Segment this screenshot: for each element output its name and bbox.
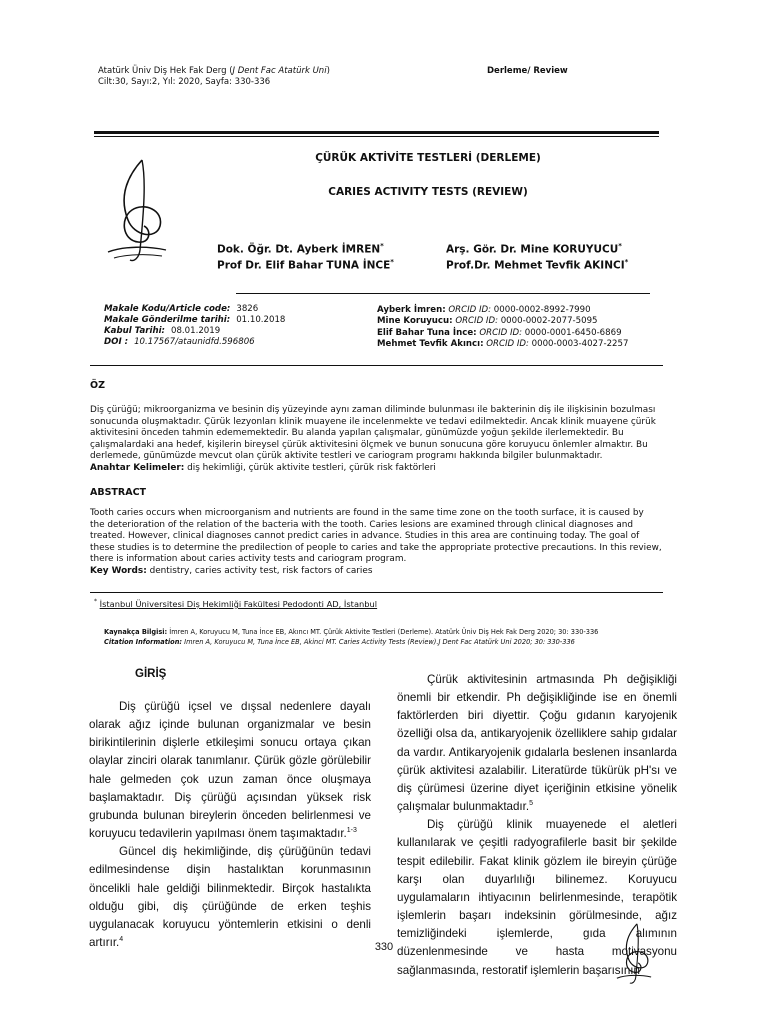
title-turkish: ÇÜRÜK AKTİVİTE TESTLERİ (DERLEME): [315, 152, 541, 164]
body-paragraph: Güncel diş hekimliğinde, diş çürüğünün tedavi edilmesindense dişin hastalıktan korunmasının öncelikli hale geldiği bilinmektedir. Birçok hastalıkta olduğu gibi, diş çürüğünde de erken teşhis uygulanacak koruyucu yöntemlerin etkisini o denli artırır.$^4$: [89, 845, 371, 950]
body-left-column: [89, 698, 371, 952]
body-paragraph: Diş çürüğü içsel ve dışsal nedenlere dayalı olarak ağız içinde bulunan organizmalar ve besin birikintilerinin dişlerle etkileşimi sonucu ortaya çıkan olaylar zinciri olarak tanımlanır. Çürük gözle görülebilir hale gelmeden çok uzun zaman önce oluşmaya başlamaktadır. Diş çürüğü açısından yüksek risk grubunda bulunan bireylerin önceden belirlenmesi ve koruyucu tedavilerin yapılması önem taşımaktadır.$^{1-3}$: [89, 700, 371, 841]
page-number: 330: [374, 941, 394, 953]
doi: DOI : 10.17567/ataunidfd.596806: [104, 337, 255, 347]
submission-date: Makale Gönderilme tarihi: 01.10.2018: [104, 315, 286, 325]
affiliation-footnote: * İstanbul Üniversitesi Diş Hekimliği Fakültesi Pedodonti AD, İstanbul: [94, 598, 378, 609]
orcid-item: Ayberk İmren: ORCID ID: 0000-0002-8992-7990: [377, 305, 591, 315]
author-koruyucu: Arş. Gör. Dr. Mine KORUYUCU*: [446, 242, 622, 256]
header-rule-thick: [94, 131, 659, 134]
author-akinci: Prof.Dr. Mehmet Tevfik AKINCI*: [446, 258, 629, 272]
orcid-item: Mine Koruyucu: ORCID ID: 0000-0002-2077-5095: [377, 316, 598, 327]
article-code: Makale Kodu/Article code: 3826: [104, 304, 259, 314]
journal-logo-icon: [104, 150, 170, 272]
abstract-rule: [90, 592, 663, 593]
oz-line: çalışmalardaki ana hedef, kişilerin bireysel çürük aktivitesini ölçmek ve bunun sonucuna göre koruyucu önlemler almaktır. Bu: [90, 439, 648, 450]
journal-logo-small-icon: [612, 918, 656, 990]
acceptance-date: Kabul Tarihi: 08.01.2019: [104, 326, 221, 336]
oz-line: aktivitesini önceden tahmin edememektedir. Bu alanda yapılan çalışmalar, günümüzde yoğun şekilde ilerlemektedir. Bu: [90, 428, 624, 439]
running-header-journal: Atatürk Üniv Diş Hek Fak Derg (J Dent Fac Atatürk Uni): [98, 66, 330, 76]
abstract-text: [90, 508, 676, 578]
section-heading-giris: GİRİŞ: [135, 668, 167, 680]
abstract-line: Tooth caries occurs when microorganism and nutrients are found in the same time zone on the tooth surface, it is caused by: [90, 508, 644, 518]
oz-keywords: Anahtar Kelimeler: diş hekimliği, çürük aktivite testleri, çürük risk faktörleri: [90, 462, 436, 473]
orcid-item: Mehmet Tevfik Akıncı: ORCID ID: 0000-0003-4027-2257: [377, 338, 629, 349]
abstract-line: the deterioration of the relation of the bacteria with the tooth. Caries lesions are examined through clinical diagnoses and: [90, 519, 634, 530]
author-rule: [236, 293, 650, 294]
title-english: CARIES ACTIVITY TESTS (REVIEW): [328, 186, 528, 198]
abstract-line: these studies is to determine the predilection of people to caries and take the appropriate protective precautions. In this review,: [90, 542, 662, 553]
abstract-line: there is information about caries activity tests and cariogram program.: [90, 554, 407, 565]
body-paragraph: Çürük aktivitesinin artmasında Ph değişikliği önemli bir etkendir. Ph değişikliğinde ise en önemli faktörlerden biri diyettir. Çoğu gıdanın karyojenik özelliği olsa da, antikaryojenik özelliklere sahip gıdalar da vardır. Antikaryojenik gıdalarla beslenen insanlarda çürük aktivitesi azalabilir. Literatürde tükürük pH'sı ve diş çürümesi üzerine diyet içeriğinin etkisine yönelik çalışmalar bulunmaktadır.$^5$: [397, 673, 677, 814]
citation-block: [104, 627, 664, 647]
citation-en: Citation Information: Imren A, Koruyucu M, Tuna İnce EB, Akinci MT. Caries Activity Tests (Review).J Dent Fac Atatürk Uni 2020; 30: 330-336: [104, 638, 575, 646]
meta-rule: [90, 365, 663, 366]
header-rule-thin: [94, 136, 659, 137]
orcid-list: [377, 305, 628, 350]
abstract-keywords: Key Words: dentistry, caries activity test, risk factors of caries: [90, 565, 373, 576]
oz-line: sonucunda oluşmaktadır. Çürük lezyonları klinik muayene ile incelenmekte ve tedavi edilmektedir. Ancak klinik muayene çürük: [90, 416, 656, 427]
abstract-line: treated. However, clinical diagnoses cannot predict caries in advance. Studies in this area are continuing today. The goal of: [90, 531, 640, 542]
oz-text: [90, 405, 676, 475]
orcid-item: Elif Bahar Tuna İnce: ORCID ID: 0000-0001-6450-6869: [377, 327, 622, 338]
abstract-heading: ABSTRACT: [90, 487, 147, 498]
author-imren: Dok. Öğr. Dt. Ayberk İMREN*: [217, 242, 384, 256]
article-type: Derleme/ Review: [487, 66, 568, 76]
running-header-issue: Cilt:30, Sayı:2, Yıl: 2020, Sayfa: 330-336: [98, 77, 271, 87]
author-tuna-ince: Prof Dr. Elif Bahar TUNA İNCE*: [217, 258, 394, 272]
oz-line: Diş çürüğü; mikroorganizma ve besinin diş yüzeyinde aynı zaman diliminde bulunması ile bakterinin diş ile ilişkisinin bozulması: [90, 405, 656, 415]
body-paragraph: Diş çürüğü klinik muayenede el aletleri kullanılarak ve çeşitli radyografilerle basit bir şekilde tespit edilebilir. Fakat klinik gözlem ile bireyin çürüğe karşı olan duyarlılığı bilinemez. Koruyucu uygulamaların ihtiyacının belirlenmesinde, terapötik işlemlerin başarı indeksinin görülmesinde, ağız temizliğindeki işlemlerde, gıda alımının düzenlenmesinde ve hasta motivasyonu sağlanmasında, restoratif işlemlerin başarısının: [397, 818, 677, 977]
article-info: [104, 304, 285, 348]
citation-tr: Kaynakça Bilgisi: İmren A, Koruyucu M, Tuna İnce EB, Akıncı MT. Çürük Aktivite Testleri (Derleme). Atatürk Üniv Diş Hek Fak Derg 2020; 30: 330-336: [104, 628, 599, 636]
oz-heading: ÖZ: [90, 380, 105, 391]
oz-line: derlemede, günümüzde mevcut olan çürük aktivite testleri ve cariogram programı hakkında bilgiler bulunmaktadır.: [90, 451, 603, 462]
